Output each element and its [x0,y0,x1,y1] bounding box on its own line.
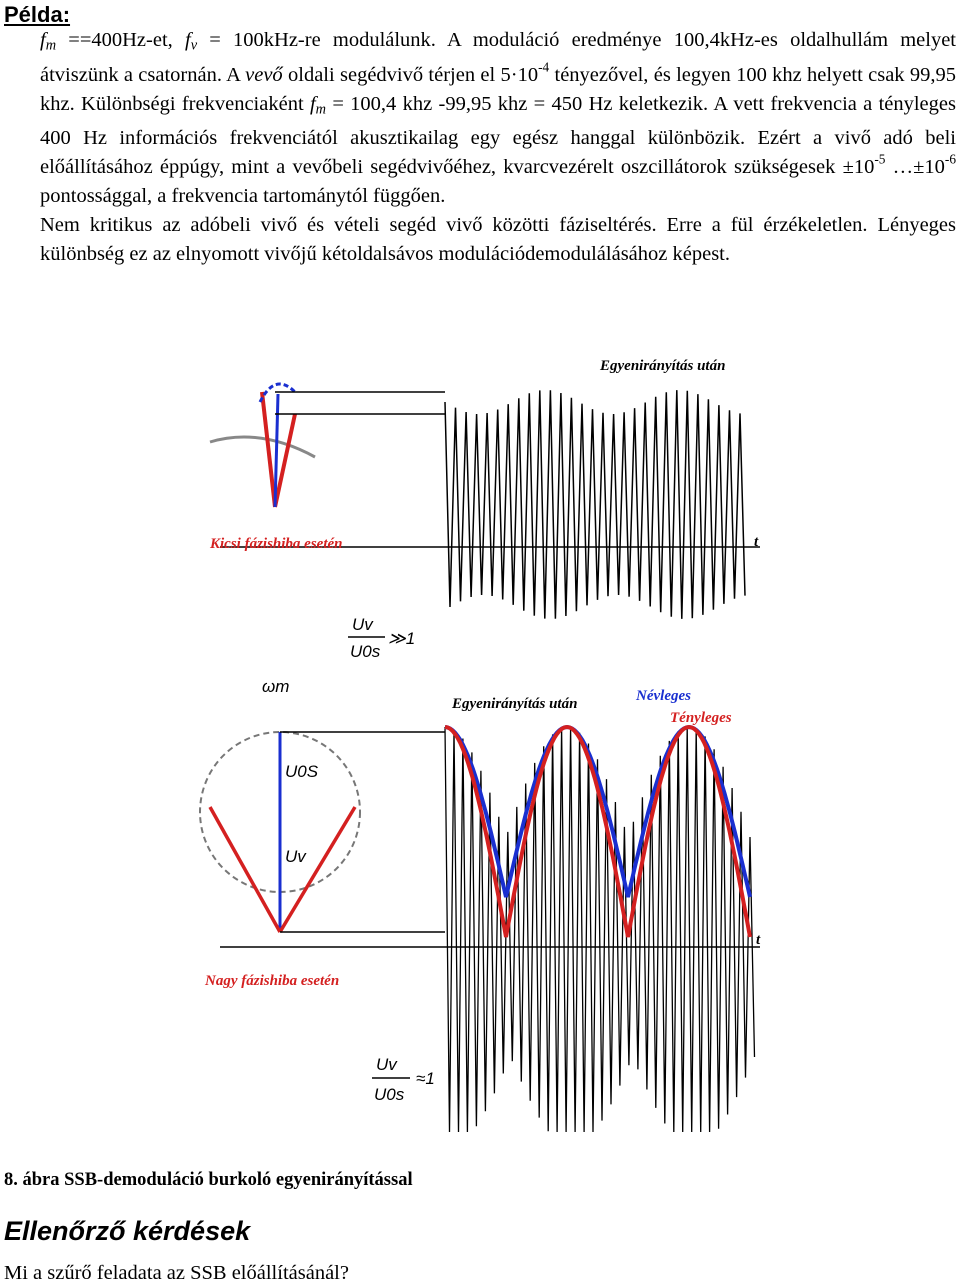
figure-drawing [200,384,760,1132]
top-t-label: t [754,534,759,550]
top-phasor-diagram [210,384,445,507]
bottom-ratio-relation: ≈1 [416,1069,435,1088]
vevo-word: vevő [245,63,283,86]
paragraph-1 [40,26,956,211]
text-segment: = 100,4 khz -99,95 khz = 450 Hz keletkezik. A vett frekvencia a tényleges 400 Hz információs frekvenciától akusztikailag egy egész hanggal különbözik. Ezért a vivő adó beli előállításához éppúgy, mint a vevőbeli segédvivőéhez, kvarcvezérelt oszcillátorok szükségesek ±10 [40,92,956,179]
bottom-phasor-diagram [200,732,445,932]
fm-symbol: f [309,92,316,115]
fv-subscript: v [190,37,198,54]
bottom-ratio-denominator: U0s [374,1085,405,1104]
top-ratio-denominator: U0s [350,642,381,661]
question-text: Mi a szűrő feladata az SSB előállításánál? [4,1262,349,1284]
omega-label: ωm [262,677,290,696]
nominal-label: Névleges [636,688,691,704]
fv-symbol: f [184,29,191,51]
text-segment: ==400Hz-et, [56,29,185,51]
text-segment: tényezővel, és legyen 100 khz helyett csak 99,95 khz. Különbségi frekvenciaként [40,63,956,115]
top-label-rectified: Egyenirányítás után [600,358,726,374]
bottom-t-label: t [756,932,761,948]
body-text [40,26,956,269]
exponent: -4 [538,59,550,75]
paragraph-2: Nem kritikus az adóbeli vivő és vételi segéd vivő közötti fáziseltérés. Erre a fül érzékeletlen. Lényeges különbség ez az elnyomott vivőjű kétoldalsávos modulációdemodulálásához képest. [40,214,956,266]
phasor-red-left [210,807,280,932]
fm-subscript: m [315,101,327,118]
phasor-red-right [280,807,355,932]
exponent: -6 [944,151,956,167]
top-carrier-wave [445,390,745,619]
fm-subscript: m [45,37,57,54]
section-title: Ellenőrző kérdések [4,1216,251,1246]
arc [210,437,315,457]
top-carrier-lines [445,390,745,619]
bottom-label-large-phase-error: Nagy fázishiba esetén [205,973,340,989]
text-segment: oldali segédvivő térjen el 5·10 [282,63,539,86]
bottom-label-rectified: Egyenirányítás után [452,696,578,712]
fm-symbol: f [40,29,46,51]
actual-label: Tényleges [670,710,732,726]
bottom-ratio-numerator: Uv [376,1055,397,1074]
uos-label: U0S [285,762,319,781]
top-ratio-numerator: Uv [352,615,373,634]
top-ratio-relation: ≫1 [388,629,416,648]
top-label-small-phase-error: Kicsi fázishiba esetén [210,536,343,552]
example-heading: Példa: [4,2,71,27]
figure-caption: 8. ábra SSB-demoduláció burkoló egyenirányítással [4,1170,413,1190]
uv-label: Uv [285,847,306,866]
phasor-red-left [262,392,275,507]
text-segment: = 100kHz-re modulálunk. A moduláció eredménye 100,4kHz-es oldalhullám melyet átviszünk a csatornán. A [40,29,956,86]
text-segment: pontossággal, a frekvencia tartománytól függően. [40,185,446,208]
text-segment: …±10 [885,156,945,179]
exponent: -5 [874,151,886,167]
ssb-demodulation-figure [180,332,780,1140]
